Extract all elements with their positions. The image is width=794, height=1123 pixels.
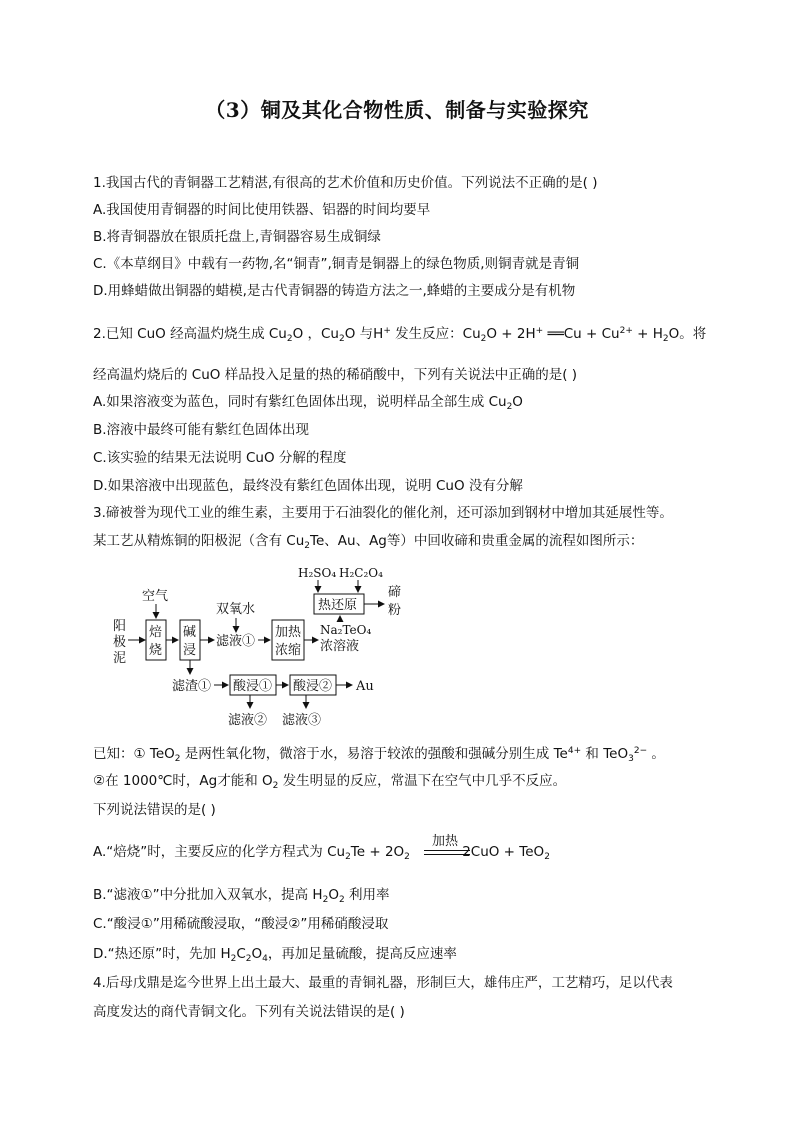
q3-option-a: A.“焙烧”时，主要反应的化学方程式为 $Cu_2Te + 2O_2$ 2CuO + TeO$_2$ (93, 844, 550, 862)
q1-stem: 1.我国古代的青铜器工艺精湛,有很高的艺术价值和历史价值。下列说法不正确的是( ) (93, 175, 598, 191)
svg-text:碱: 碱 (183, 625, 197, 640)
q2-option-d: D.如果溶液中出现蓝色，最终没有紫红色固体出现，说明 CuO 没有分解 (93, 478, 523, 494)
flow-anode-mud-3: 泥 (113, 651, 127, 666)
flow-h2c2o4-label: H₂C₂O₄ (339, 566, 383, 580)
flow-air-label: 空气 (142, 589, 169, 604)
q4-stem-2: 高度发达的商代青铜文化。下列有关说法错误的是( ) (93, 1004, 405, 1020)
q3-option-c: C.“酸浸①”用稀硫酸浸取，“酸浸②”用稀硝酸浸取 (93, 916, 389, 932)
q3-known-2: ②在 1000℃时，Ag才能和 $O_2$ 发生明显的反应，常温下在空气中几乎不反应。 (93, 773, 567, 791)
q3-a-condition: 加热 (432, 834, 459, 849)
flow-te-powder-label-1: 碲 (388, 585, 402, 600)
flow-te-powder-label-2: 粉 (388, 603, 402, 618)
svg-text:酸浸②: 酸浸② (293, 679, 333, 694)
q3-known-1: 已知：① TeO$_2$ 是两性氧化物，微溶于水，易溶于较浓的强酸和强碱分别生成 $Te^{4+}$ 和 TeO$_3^{2-}$ 。 (93, 746, 665, 764)
svg-text:加热: 加热 (275, 625, 302, 640)
flow-na2teo4-label: Na₂TeO₄ (320, 623, 372, 637)
page-title: （3）铜及其化合物性质、制备与实验探究 (205, 98, 589, 122)
q3-option-b: B.“滤液①”中分批加入双氧水，提高 $H_2O_2$ 利用率 (93, 887, 390, 905)
flow-filtrate3-label: 滤液③ (282, 713, 322, 728)
svg-text:焙: 焙 (149, 625, 163, 640)
flow-h2so4-label: H₂SO₄ (298, 566, 337, 580)
q2-option-b: B.溶液中最终可能有紫红色固体出现 (93, 422, 310, 438)
q4-stem: 4.后母戊鼎是迄今世界上出土最大、最重的青铜礼器，形制巨大，雄伟庄严，工艺精巧，足以代表 (93, 975, 673, 991)
flow-thermal-reduction-label: 热还原 (318, 598, 358, 613)
q1-option-a: A.我国使用青铜器的时间比使用铁器、铝器的时间均要早 (93, 202, 431, 218)
flow-conc-solution-label: 浓溶液 (320, 639, 360, 654)
q1-option-b: B.将青铜器放在银质托盘上,青铜器容易生成铜绿 (93, 229, 381, 245)
q3-stem: 3.碲被誉为现代工业的维生素，主要用于石油裂化的催化剂，还可添加到钢材中增加其延展性等。 (93, 505, 673, 521)
flow-anode-mud-2: 极 (113, 635, 127, 650)
q2-option-c: C.该实验的结果无法说明 CuO 分解的程度 (93, 450, 347, 466)
flow-anode-mud-1: 阳 (113, 619, 127, 634)
q1-option-c: C.《本草纲目》中载有一药物,名“铜青”,铜青是铜器上的绿色物质,则铜青就是青铜 (93, 256, 580, 272)
process-flow-diagram (0, 558, 794, 733)
q2-stem-continued: 经高温灼烧后的 CuO 样品投入足量的热的稀硝酸中，下列有关说法中正确的是( ) (93, 367, 578, 383)
q3-option-d: D.“热还原”时，先加 $H_2C_2O_4$，再加足量硫酸，提高反应速率 (93, 946, 457, 964)
q1-option-d: D.用蜂蜡做出铜器的蜡模,是古代青铜器的铸造方法之一,蜂蜡的主要成分是有机物 (93, 283, 576, 299)
flow-h2o2-label: 双氧水 (216, 602, 256, 617)
svg-text:浓缩: 浓缩 (275, 643, 302, 658)
svg-text:烧: 烧 (149, 643, 163, 658)
flow-au-label: Au (356, 679, 374, 694)
flow-filtrate2-label: 滤液② (228, 713, 268, 728)
flow-residue1-label: 滤渣① (172, 679, 212, 694)
q3-stem-2: 某工艺从精炼铜的阳极泥（含有 $Cu_2Te$、Au、Ag等）中回收碲和贵重金属的流程如图所示： (93, 533, 644, 551)
q2-option-a: A.如果溶液变为蓝色，同时有紫红色固体出现，说明样品全部生成 $Cu_2O$ (93, 394, 523, 412)
svg-text:浸: 浸 (183, 643, 197, 658)
q3-ask: 下列说法错误的是( ) (93, 802, 216, 818)
svg-text:酸浸①: 酸浸① (233, 679, 273, 694)
flow-filtrate1-label: 滤液① (216, 634, 256, 649)
q2-stem: 2.已知 CuO 经高温灼烧生成 $Cu_2O$ ，$Cu_2O$ 与H+ 发生反应：$Cu_2O + 2H^+$ ══Cu + $Cu^{2+} + H_2O$。将 (93, 326, 707, 344)
